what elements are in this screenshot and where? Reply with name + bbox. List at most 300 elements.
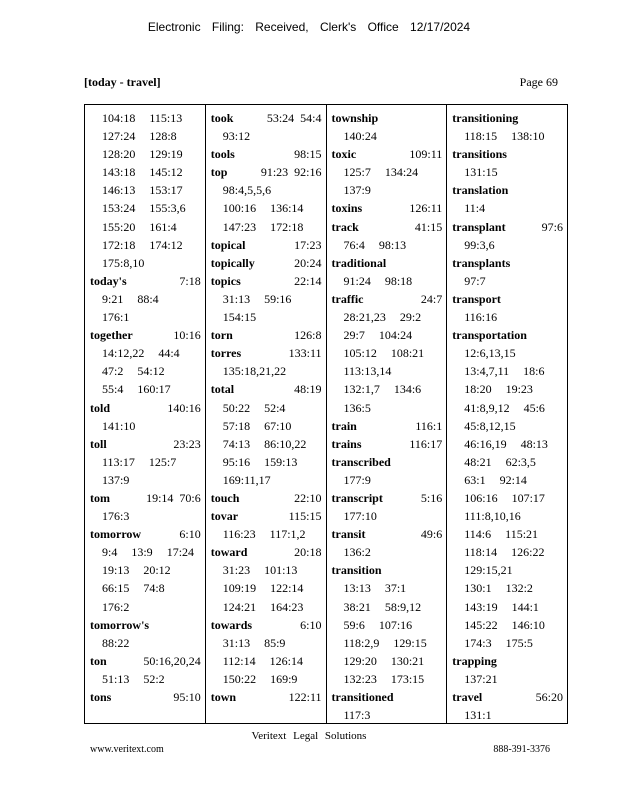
page-line-ref: 154:15 [222,310,257,325]
ref-line [332,634,443,652]
page-line-ref: 48:19 [294,382,322,397]
page-line-ref: 133:11 [288,346,322,361]
page-line-ref: 98:4,5,5,6 [222,183,272,198]
page-line-ref: 135:18,21,22 [222,364,287,379]
index-entry [211,616,322,688]
ref-line [452,344,563,362]
ref-line [90,380,201,398]
index-entry [332,417,443,435]
page-line-ref: 136:14 [270,201,304,216]
page-line-ref: 126:14 [269,653,303,668]
page-line-ref: 115:15 [288,509,322,524]
index-entry [90,525,201,615]
page-line-ref: 99:3,6 [464,237,495,252]
page-line-ref: 91:24 [343,273,371,288]
index-entry [211,543,322,615]
index-term: toxins [331,201,363,216]
ref-line [452,543,563,561]
page-line-ref: 131:1 [464,708,492,723]
index-term: toxic [331,147,357,162]
ref-line [452,489,563,507]
page-line-ref: 91:23 92:16 [260,165,322,180]
ref-line [332,598,443,616]
page-line-ref: 6:10 [300,617,322,632]
ref-line [90,598,201,616]
ref-line [452,670,563,688]
ref-line [90,145,201,163]
page-line-ref: 134:6 [393,382,422,397]
page-line-ref: 118:15 [464,129,498,144]
ref-line [452,706,563,723]
page-line-ref: 12:6,13,15 [464,346,516,361]
ref-line [332,236,443,254]
page-line-ref: 5:16 [420,490,443,505]
index-term: translation [452,183,509,198]
page-line-ref: 129:19 [149,147,183,162]
index-term: total [210,382,235,397]
ref-line [211,290,322,308]
index-entry [90,435,201,489]
page-line-ref: 49:6 [420,527,443,542]
ref-line [452,471,563,489]
page-line-ref: 62:3,5 [505,454,536,469]
index-term: together [90,328,133,343]
ref-line [332,272,443,290]
page-line-ref: 98:15 [294,147,322,162]
ref-line [332,181,443,199]
ref-line [332,616,443,634]
page-line-ref: 45:6 [523,400,545,415]
page-line-ref: 98:13 [378,237,407,252]
index-term: toll [90,436,107,451]
page-line-ref: 174:12 [149,237,183,252]
index-column [327,105,448,723]
page-line-ref: 31:13 [222,635,251,650]
page-line-ref: 74:13 [222,436,251,451]
index-term: tomorrow [90,527,142,542]
index-entry [332,688,443,723]
page-line-ref: 128:20 [102,147,136,162]
index-entry [332,254,443,290]
page-line-ref: 150:22 [222,671,257,686]
index-entry [452,109,563,145]
page-line-ref: 19:14 70:6 [146,490,201,505]
index-entry [452,254,563,290]
page-line-ref: 47:2 [102,364,124,379]
page-line-ref: 48:13 [520,436,548,451]
index-term: told [90,400,111,415]
index-column [206,105,327,723]
index-entry [211,272,322,326]
index-term: train [331,418,357,433]
index-term: torn [210,328,233,343]
ref-line [332,670,443,688]
page-line-ref: 113:17 [102,454,135,469]
page-line-ref: 172:18 [270,219,304,234]
ref-line [211,127,322,145]
index-term: topical [210,237,246,252]
ref-line [452,199,563,217]
index-entry [332,561,443,688]
page-line-ref: 52:4 [264,400,286,415]
ref-line [452,616,563,634]
page-line-ref: 130:21 [390,653,425,668]
index-range: [today - travel] [84,75,161,89]
ref-line [90,308,201,326]
page-line-ref: 6:10 [179,527,201,542]
page-line-ref: 67:10 [264,418,292,433]
page-line-ref: 153:24 [102,201,136,216]
page-line-ref: 58:9,12 [384,599,422,614]
page-line-ref: 50:16,20,24 [143,653,201,668]
page-line-ref: 19:13 [102,563,130,578]
page-line-ref: 115:21 [505,527,539,542]
ref-line [452,163,563,181]
ref-line [332,362,443,380]
ref-line [332,380,443,398]
ref-line [332,706,443,723]
ref-line [211,308,322,326]
index-term: transition [331,563,382,578]
footer-phone: 888-391-3376 [493,744,550,755]
page-line-ref: 7:18 [179,273,201,288]
page-line-ref: 137:9 [343,183,371,198]
page-line-ref: 132:23 [343,671,377,686]
page-line-ref: 117:3 [343,708,371,723]
index-entry [332,489,443,525]
page-line-ref: 145:12 [149,165,183,180]
ref-line [90,507,201,525]
page-line-ref: 97:6 [541,219,563,234]
page-line-ref: 50:22 [222,400,251,415]
page-line-ref: 41:15 [414,219,443,234]
page-line-ref: 175:5 [505,635,533,650]
page-line-ref: 143:19 [464,599,498,614]
index-entry [332,218,443,254]
ref-line [90,670,201,688]
index-term: torres [210,346,242,361]
page-line-ref: 112:14 [222,653,256,668]
page-line-ref: 127:24 [102,129,136,144]
page-line-ref: 146:10 [511,617,545,632]
ref-line [211,471,322,489]
page-number: Page 69 [519,75,558,89]
page-line-ref: 137:21 [464,671,498,686]
page-line-ref: 106:16 [464,490,498,505]
page-line-ref: 108:21 [390,346,425,361]
page-line-ref: 95:10 [173,690,201,704]
index-entry [90,688,201,706]
index-entry [452,145,563,181]
page-line-ref: 28:21,23 [343,310,386,325]
ref-line [211,634,322,652]
page-line-ref: 141:10 [102,418,136,433]
page-line-ref: 56:20 [535,690,563,704]
index-term: toward [210,545,248,560]
index-term: transportation [452,328,527,343]
page-line-ref: 51:13 [102,671,130,686]
index-entry [452,290,563,326]
index-entry [211,109,322,145]
page-line-ref: 37:1 [384,581,407,596]
ref-line [90,344,201,362]
page-line-ref: 46:16,19 [464,436,507,451]
page-line-ref: 138:10 [511,129,545,144]
ref-line [90,561,201,579]
page-line-ref: 155:20 [102,219,136,234]
index-entry [211,254,322,272]
index-entry [211,145,322,163]
page-line-ref: 101:13 [264,563,298,578]
page-line-ref: 160:17 [137,382,171,397]
page-line-ref: 55:4 [102,382,124,397]
index-term: transport [452,291,501,306]
ref-line [332,399,443,417]
ref-line [332,127,443,145]
page-line-ref: 173:15 [390,671,425,686]
index-entry [332,145,443,199]
ref-line [90,181,201,199]
page-line-ref: 177:9 [343,472,371,487]
index-entry [452,688,563,723]
index-term: topics [210,273,241,288]
page-line-ref: 45:8,12,15 [464,418,516,433]
index-entry [90,489,201,525]
page-line-ref: 131:15 [464,165,498,180]
page-line-ref: 144:1 [511,599,539,614]
ref-line [452,579,563,597]
page-line-ref: 14:12,22 [102,346,145,361]
ref-line [452,435,563,453]
index-term: trapping [452,653,497,668]
page-line-ref: 134:24 [384,165,419,180]
index-entry [452,218,563,254]
page-line-ref: 100:16 [222,201,257,216]
page-line-ref: 169:11,17 [222,472,271,487]
page-line-ref: 136:2 [343,545,371,560]
index-entry [211,489,322,507]
page-line-ref: 107:17 [511,490,545,505]
filing-stamp: Electronic Filing: Received, Clerk's Office 12/17/2024 [147,20,471,34]
ref-line [452,308,563,326]
page-line-ref: 129:15,21 [464,563,513,578]
index-term: town [210,690,237,704]
ref-line [452,561,563,579]
page-line-ref: 159:13 [264,454,298,469]
page-line-ref: 105:12 [343,346,377,361]
page-line-ref: 155:3,6 [149,201,186,216]
index-entry [211,380,322,489]
index-term: trains [331,436,362,451]
index-term: ton [90,653,107,668]
page-line-ref: 115:13 [149,111,183,125]
page-line-ref: 129:15 [393,635,427,650]
ref-line [90,290,201,308]
page-line-ref: 164:23 [270,599,304,614]
ref-line [90,109,201,127]
index-term: today's [90,273,127,288]
page-line-ref: 153:17 [149,183,183,198]
page-line-ref: 125:7 [148,454,177,469]
page-line-ref: 125:7 [343,165,371,180]
page-line-ref: 104:24 [378,328,413,343]
index-term: transplants [452,255,511,270]
page-line-ref: 137:9 [102,472,130,487]
page-line-ref: 86:10,22 [264,436,307,451]
page-line-ref: 18:6 [523,364,545,379]
index-entry [452,181,563,217]
page-line-ref: 11:4 [464,201,486,216]
ref-line [90,453,201,471]
ref-line [452,362,563,380]
ref-line [211,670,322,688]
ref-line [211,561,322,579]
page-line-ref: 54:12 [137,364,165,379]
page-line-ref: 126:22 [511,545,545,560]
page-line-ref: 59:6 [343,617,365,632]
ref-line [90,199,201,217]
ref-line [90,362,201,380]
ref-line [452,380,563,398]
index-entry [90,272,201,326]
ref-line [332,344,443,362]
page-line-ref: 88:22 [102,635,130,650]
page-line-ref: 41:8,9,12 [464,400,510,415]
index-column [447,105,567,723]
page-line-ref: 176:3 [102,509,130,524]
index-term: tomorrow's [90,617,150,632]
page-line-ref: 97:7 [464,273,486,288]
index-term: traffic [331,291,364,306]
index-entry [332,435,443,453]
page-line-ref: 76:4 [343,237,365,252]
page-line-ref: 22:10 [294,490,322,505]
page-line-ref: 143:18 [102,165,136,180]
page-line-ref: 161:4 [149,219,177,234]
ref-line [211,453,322,471]
page-line-ref: 109:11 [409,147,443,162]
index-entry [211,344,322,380]
index-term: top [210,165,228,180]
page-line-ref: 169:9 [270,671,298,686]
index-term: touch [210,490,240,505]
page-line-ref: 116:17 [409,436,443,451]
ref-line [452,127,563,145]
page-line-ref: 17:24 [166,545,195,560]
page-line-ref: 23:23 [173,436,201,451]
page-line-ref: 74:8 [143,581,165,596]
page-line-ref: 13:4,7,11 [464,364,510,379]
ref-line [90,417,201,435]
ref-line [211,579,322,597]
ref-line [452,272,563,290]
page-line-ref: 177:10 [343,509,377,524]
page-line-ref: 85:9 [264,635,286,650]
index-term: topically [210,255,255,270]
page-line-ref: 98:18 [384,273,413,288]
ref-line [90,218,201,236]
page-line-ref: 113:13,14 [343,364,392,379]
ref-line [452,525,563,543]
index-term: took [210,111,234,125]
page-line-ref: 118:2,9 [343,635,380,650]
ref-line [452,236,563,254]
page-line-ref: 104:18 [102,111,136,125]
page-line-ref: 88:4 [137,291,159,306]
page-line-ref: 22:14 [294,273,322,288]
ref-line [211,652,322,670]
ref-line [211,199,322,217]
page-line-ref: 10:16 [173,328,201,343]
ref-line [211,181,322,199]
index-entry [90,326,201,398]
page-line-ref: 48:21 [464,454,492,469]
ref-line [332,308,443,326]
ref-line [211,218,322,236]
ref-line [90,236,201,254]
index-entry [332,199,443,217]
page-line-ref: 122:11 [288,690,322,704]
ref-line [211,362,322,380]
index-term: track [331,219,359,234]
index-entry [332,453,443,489]
ref-line [332,543,443,561]
index-term: transitioned [331,690,394,704]
ref-line [452,453,563,471]
page-line-ref: 175:8,10 [102,255,145,270]
page-line-ref: 128:8 [149,129,177,144]
index-term: transcribed [331,454,391,469]
index-term: tools [210,147,235,162]
page-line-ref: 136:5 [343,400,371,415]
index-entry [211,326,322,344]
page-line-ref: 111:8,10,16 [464,509,521,524]
ref-line [90,163,201,181]
page-line-ref: 174:3 [464,635,492,650]
footer-company: Veritext Legal Solutions [251,730,367,742]
page-line-ref: 53:24 54:4 [266,111,322,125]
index-entry [90,399,201,435]
index-column [85,105,206,723]
page-line-ref: 29:2 [399,310,422,325]
page-line-ref: 92:14 [499,472,527,487]
ref-line [332,579,443,597]
index-term: transitions [452,147,507,162]
ref-line [211,399,322,417]
index-entry [90,616,201,652]
index-term: travel [452,690,483,704]
ref-line [90,634,201,652]
page-line-ref: 126:8 [294,328,322,343]
page-line-ref: 109:19 [222,581,257,596]
ref-line [452,399,563,417]
page-line-ref: 117:1,2 [269,527,306,542]
page-line-ref: 19:23 [505,382,533,397]
word-index-grid [84,104,568,724]
ref-line [211,435,322,453]
page-line-ref: 13:13 [343,581,371,596]
page-line-ref: 20:24 [294,255,322,270]
index-entry [211,163,322,235]
page-line-ref: 13:9 [131,545,153,560]
page-line-ref: 176:2 [102,599,130,614]
index-entry [90,652,201,688]
page-line-ref: 31:23 [222,563,251,578]
page-line-ref: 107:16 [378,617,413,632]
ref-line [90,579,201,597]
index-entry [332,290,443,417]
page-line-ref: 57:18 [222,418,251,433]
